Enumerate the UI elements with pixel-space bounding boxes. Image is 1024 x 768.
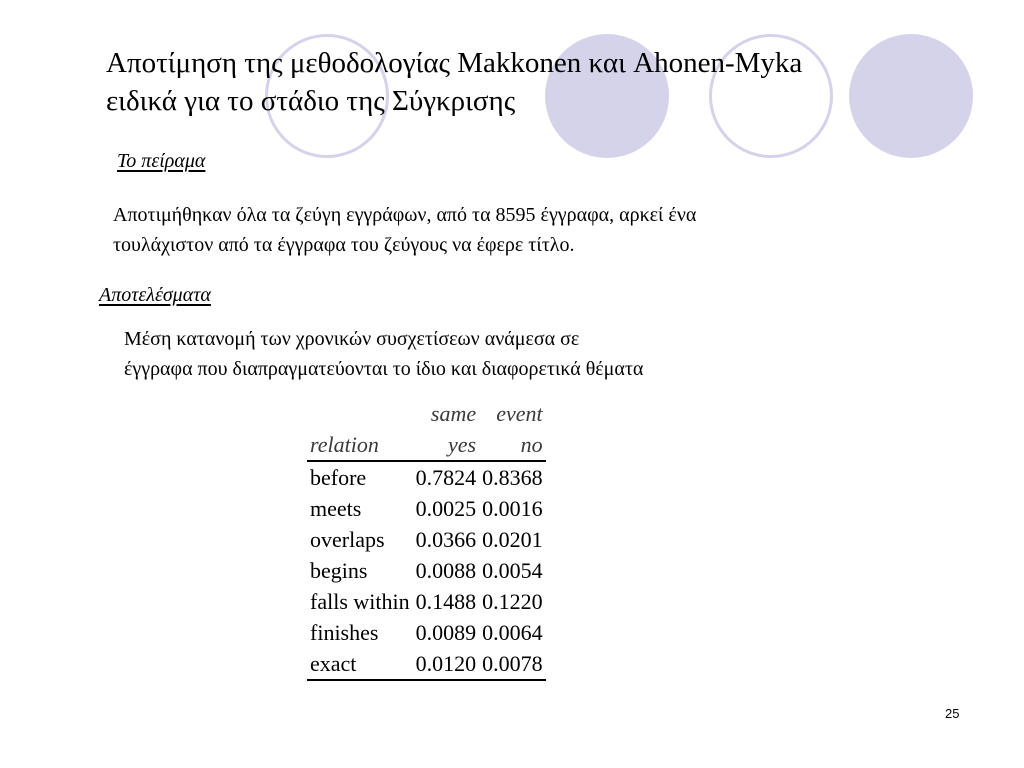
table-row xyxy=(307,586,546,617)
table-cell-relation: finishes xyxy=(310,620,379,645)
table-cell-yes: 0.0120 xyxy=(413,648,480,680)
experiment-line-2: τουλάχιστον από τα έγγραφα του ζεύγους να έφερε τίτλο. xyxy=(113,234,575,256)
results-table xyxy=(307,398,546,681)
page-number: 25 xyxy=(945,706,960,721)
table-row xyxy=(307,555,546,586)
table-cell-yes: 0.0089 xyxy=(415,620,477,645)
results-paragraph xyxy=(124,324,643,384)
table-cell-yes: 0.0025 xyxy=(415,496,477,521)
table-cell-yes: 0.0088 xyxy=(415,558,477,583)
table-group-header-event: event xyxy=(496,401,543,426)
table-cell-relation: falls within xyxy=(310,589,410,614)
results-heading: Αποτελέσματα xyxy=(99,284,211,306)
experiment-heading: Το πείραμα xyxy=(117,150,206,172)
table-cell-relation: exact xyxy=(307,648,413,680)
table-cell-no: 0.0064 xyxy=(482,620,543,645)
table-group-header-empty xyxy=(307,398,413,429)
results-line-1: Μέση κατανομή των χρονικών συσχετίσεων ανάμεσα σε xyxy=(124,328,580,350)
table-header-no: no xyxy=(520,432,543,457)
slide-title xyxy=(106,44,802,120)
table-group-header-same: same xyxy=(430,401,477,426)
table-row xyxy=(307,524,546,555)
results-line-2: έγγραφα που διαπραγματεύονται το ίδιο και διαφορετικά θέματα xyxy=(124,358,644,380)
slide-title-line-1: Αποτίμηση της μεθοδολογίας Makkonen και Ahonen-Myka xyxy=(106,47,803,79)
table-cell-yes: 0.7824 xyxy=(413,461,480,493)
experiment-line-1: Αποτιμήθηκαν όλα τα ζεύγη εγγράφων, από τα 8595 έγγραφα, αρκεί ένα xyxy=(113,204,697,226)
table-cell-relation: before xyxy=(307,461,413,493)
table-cell-yes: 0.0366 xyxy=(415,527,477,552)
table-cell-relation: overlaps xyxy=(310,527,385,552)
slide-title-line-2: ειδικά για το στάδιο της Σύγκρισης xyxy=(106,85,516,117)
table-cell-no: 0.0201 xyxy=(482,527,543,552)
table-row xyxy=(307,617,546,648)
table-header-relation: relation xyxy=(310,432,379,457)
table-header-row xyxy=(307,429,546,461)
experiment-paragraph xyxy=(113,200,696,260)
table-row xyxy=(307,493,546,524)
table-row xyxy=(307,648,546,680)
table-cell-no: 0.8368 xyxy=(479,461,546,493)
table-cell-no: 0.0078 xyxy=(479,648,546,680)
table-cell-yes: 0.1488 xyxy=(415,589,477,614)
table-cell-no: 0.0016 xyxy=(482,496,543,521)
table-cell-no: 0.1220 xyxy=(482,589,543,614)
table-group-header-row xyxy=(307,398,546,429)
table-cell-no: 0.0054 xyxy=(482,558,543,583)
table-cell-relation: meets xyxy=(310,496,362,521)
table-header-yes: yes xyxy=(448,432,477,457)
decorative-circle-4 xyxy=(849,34,973,158)
table-cell-relation: begins xyxy=(310,558,368,583)
table-row xyxy=(307,461,546,493)
